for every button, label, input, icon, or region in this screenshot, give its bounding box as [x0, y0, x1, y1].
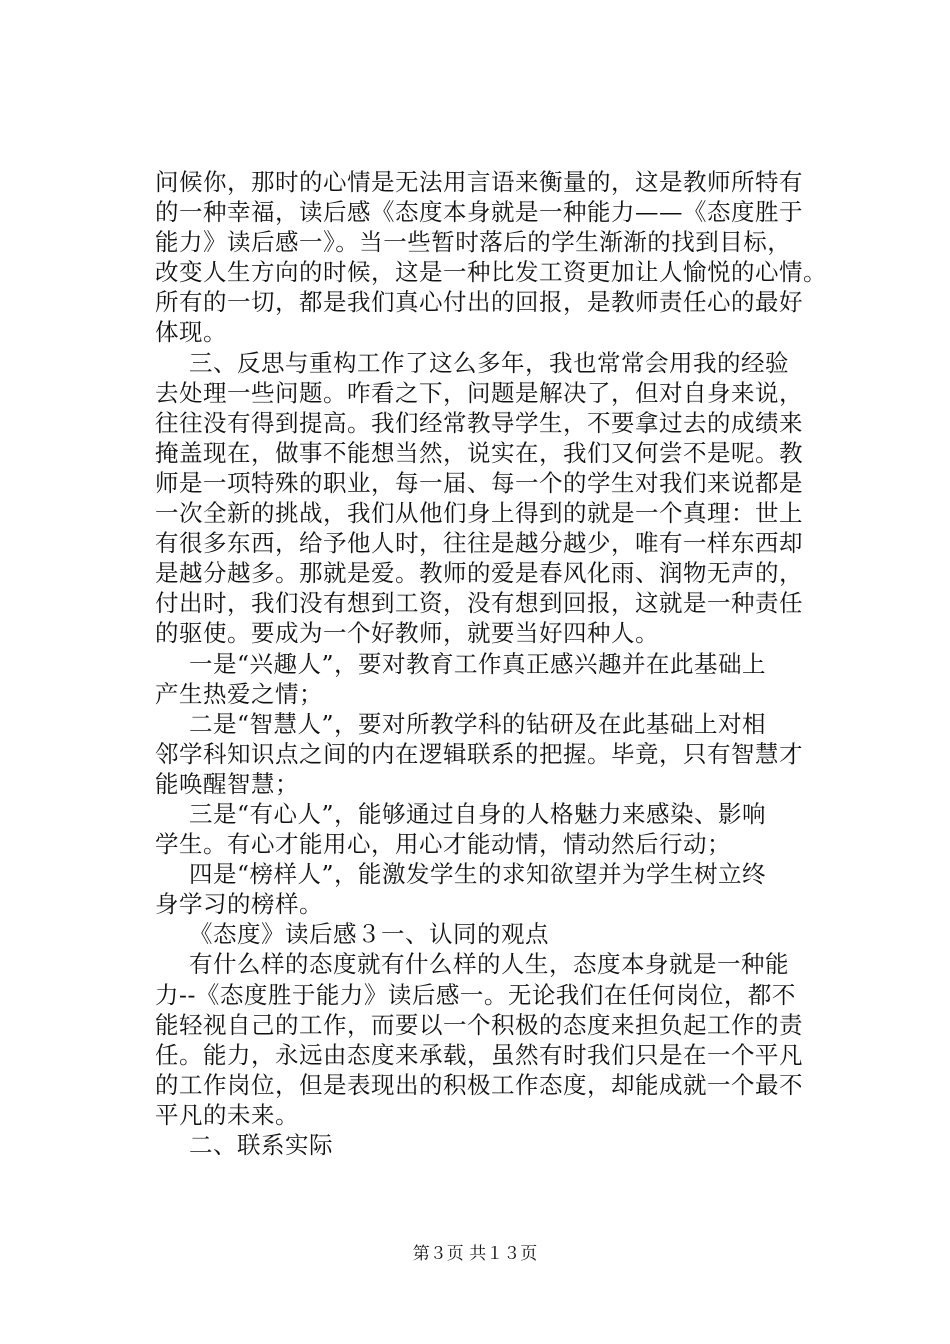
text-line: 力--《态度胜于能力》读后感一。无论我们在任何岗位，都不 [155, 980, 796, 1009]
text-line: 的驱使。要成为一个好教师，就要当好四种人。 [155, 619, 659, 648]
text-line: 改变人生方向的时候，这是一种比发工资更加让人愉悦的心情。 [155, 258, 827, 287]
text-line: 能唤醒智慧； [155, 769, 299, 798]
text-line: 一是“兴趣人”，要对教育工作真正感兴趣并在此基础上 [189, 649, 767, 678]
text-line: 三、反思与重构工作了这么多年，我也常常会用我的经验 [189, 348, 789, 377]
text-line: 三是“有心人”，能够通过自身的人格魅力来感染、影响 [189, 799, 767, 828]
text-line: 《态度》读后感３一、认同的观点 [189, 920, 549, 949]
text-line: 师是一项特殊的职业，每一届、每一个的学生对我们来说都是 [155, 468, 803, 497]
text-line: 能力》读后感一》。当一些暂时落后的学生渐渐的找到目标， [155, 228, 792, 257]
text-line: 邻学科知识点之间的内在逻辑联系的把握。毕竟，只有智慧才 [155, 739, 803, 768]
text-line: 平凡的未来。 [155, 1100, 299, 1129]
text-line: 问候你，那时的心情是无法用言语来衡量的，这是教师所特有 [155, 168, 803, 196]
body-text [155, 167, 855, 1160]
text-line: 有什么样的态度就有什么样的人生，态度本身就是一种能 [189, 950, 789, 979]
text-line: 能轻视自己的工作，而要以一个积极的态度来担负起工作的责 [155, 1010, 803, 1039]
text-line: 的一种幸福，读后感《态度本身就是一种能力——《态度胜于 [155, 198, 803, 227]
text-line: 四是“榜样人”，能激发学生的求知欲望并为学生树立终 [189, 860, 767, 889]
text-line: 所有的一切，都是我们真心付出的回报，是教师责任心的最好 [155, 288, 803, 317]
text-line: 付出时，我们没有想到工资，没有想到回报，这就是一种责任 [155, 589, 803, 618]
text-line: 掩盖现在，做事不能想当然，说实在，我们又何尝不是呢。教 [155, 438, 803, 467]
page-number-footer: 第３页 共１３页 [412, 1244, 538, 1264]
text-line: 二是“智慧人”，要对所教学科的钻研及在此基础上对相 [189, 709, 767, 738]
text-line: 有很多东西，给予他人时，往往是越分越少，唯有一样东西却 [155, 529, 803, 558]
text-line: 是越分越多。那就是爱。教师的爱是春风化雨、润物无声的， [155, 559, 803, 588]
text-line: 一次全新的挑战，我们从他们身上得到的就是一个真理：世上 [155, 499, 803, 528]
text-line: 任。能力，永远由态度来承载，虽然有时我们只是在一个平凡 [155, 1040, 803, 1069]
text-line: 体现。 [155, 318, 227, 347]
text-line: 身学习的榜样。 [155, 890, 323, 919]
text-line: 的工作岗位，但是表现出的积极工作态度，却能成就一个最不 [155, 1070, 803, 1099]
text-line: 往往没有得到提高。我们经常教导学生，不要拿过去的成绩来 [155, 408, 803, 437]
text-line: 学生。有心才能用心，用心才能动情，情动然后行动； [155, 830, 731, 859]
text-line: 去处理一些问题。咋看之下，问题是解决了，但对自身来说， [155, 378, 803, 407]
text-line: 产生热爱之情； [155, 679, 323, 708]
text-line: 二、联系实际 [189, 1131, 333, 1159]
